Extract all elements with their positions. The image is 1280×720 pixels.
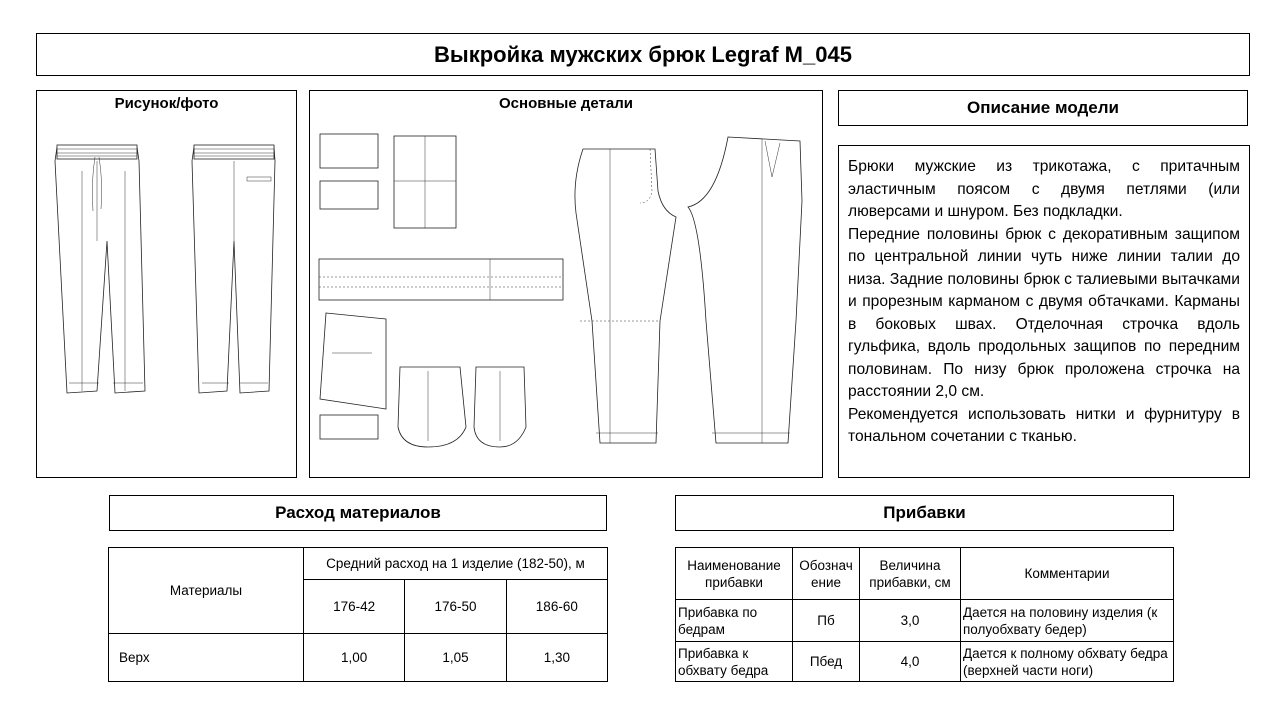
pattern-parts-panel xyxy=(309,90,823,478)
description-paragraph: Брюки мужские из трикотажа, с притачным эластичным поясом с двумя петлями (или люверсами и шнуром. Без подкладки. xyxy=(848,158,1240,220)
photo-panel xyxy=(36,90,297,478)
table-row xyxy=(676,600,1174,642)
allowance-code: Пб xyxy=(793,600,860,642)
allowances-table xyxy=(675,547,1174,682)
allowance-name: Прибавка по бедрам xyxy=(676,600,793,642)
trousers-front-sketch xyxy=(37,91,298,479)
average-consumption-header: Средний расход на 1 изделие (182-50), м xyxy=(304,548,608,580)
materials-col-header: Материалы xyxy=(109,548,304,634)
pattern-pieces-drawing xyxy=(310,91,824,479)
size-header: 176-50 xyxy=(405,580,506,634)
material-value: 1,00 xyxy=(304,634,405,682)
allowance-comment: Дается на половину изделия (к полуобхвату бедер) xyxy=(961,600,1174,642)
materials-heading: Расход материалов xyxy=(109,495,607,531)
size-header: 186-60 xyxy=(506,580,607,634)
table-row xyxy=(109,634,608,682)
description-text xyxy=(838,145,1250,478)
allowance-col-header: Обознач ение xyxy=(793,548,860,600)
material-value: 1,05 xyxy=(405,634,506,682)
allowances-heading: Прибавки xyxy=(675,495,1174,531)
photo-panel-heading: Рисунок/фото xyxy=(114,95,219,112)
material-value: 1,30 xyxy=(506,634,607,682)
description-paragraph: Передние половины брюк с декоративным защипом по центральной линии чуть ниже линии талии до низа. Задние половины брюк с талиевыми вытачками и прорезным карманом с двумя обтачками. Карманы в боковых швах. Отделочная строчка вдоль гульфика, вдоль продольных защипов по передним половинам. По низу брюк проложена строчка на расстоянии 2,0 см. xyxy=(848,225,1240,400)
allowance-name: Прибавка к обхвату бедра xyxy=(676,642,793,682)
description-paragraph: Рекомендуется использовать нитки и фурнитуру в тональном сочетании с тканью. xyxy=(848,405,1240,445)
allowance-comment: Дается к полному обхвату бедра (верхней части ноги) xyxy=(961,642,1174,682)
parts-panel-heading: Основные детали xyxy=(499,95,633,112)
allowance-col-header: Величина прибавки, см xyxy=(860,548,961,600)
table-row xyxy=(676,642,1174,682)
page-title: Выкройка мужских брюк Legraf M_045 xyxy=(36,33,1250,76)
material-name: Верх xyxy=(109,634,304,682)
allowance-code: Пбед xyxy=(793,642,860,682)
description-heading: Описание модели xyxy=(838,90,1248,126)
allowance-col-header: Наименование прибавки xyxy=(676,548,793,600)
allowance-value: 4,0 xyxy=(860,642,961,682)
size-header: 176-42 xyxy=(304,580,405,634)
materials-table xyxy=(108,547,608,682)
allowance-value: 3,0 xyxy=(860,600,961,642)
allowance-col-header: Комментарии xyxy=(961,548,1174,600)
